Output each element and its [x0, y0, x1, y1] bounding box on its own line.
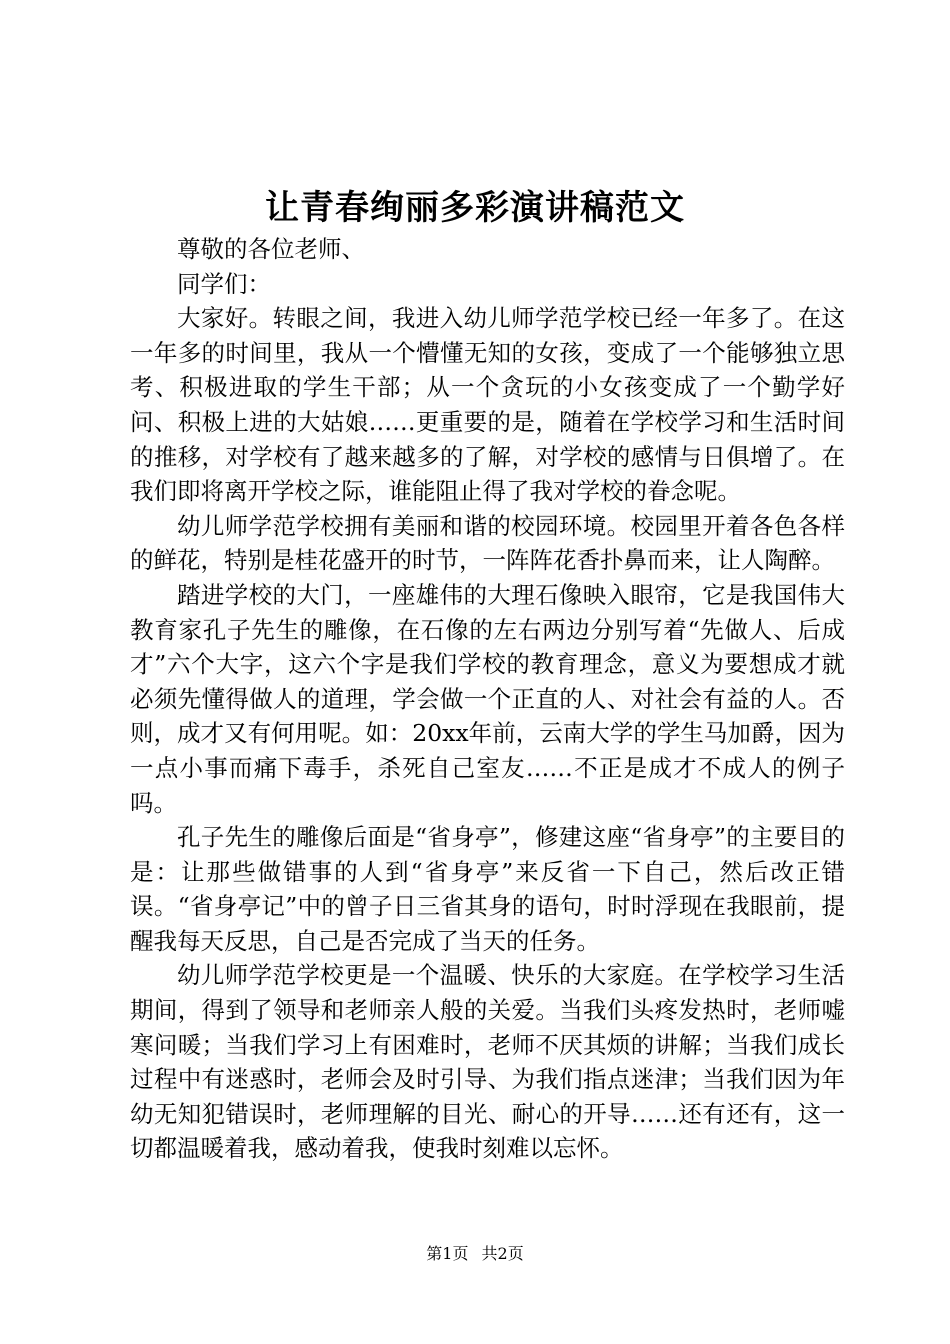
paragraph: 幼儿师学范学校更是一个温暖、快乐的大家庭。在学校学习生活期间，得到了领导和老师亲人般的关爱。当我们头疼发热时，老师嘘寒问暖；当我们学习上有困难时，老师不厌其烦的讲解；当我们成长过程中有迷惑时，老师会及时引导、为我们指点迷津；当我们因为年幼无知犯错误时，老师理解的目光、耐心的开导……还有还有，这一切都温暖着我，感动着我，使我时刻难以忘怀。 [130, 961, 845, 1163]
paragraph: 孔子先生的雕像后面是“省身亭”，修建这座“省身亭”的主要目的是：让那些做错事的人到“省身亭”来反省一下自己，然后改正错误。“省身亭记”中的曾子日三省其身的语句，时时浮现在我眼前，提醒我每天反思，自己是否完成了当天的任务。 [130, 823, 845, 955]
page-number-current: 第1页 [426, 1244, 469, 1263]
document-body [130, 232, 845, 1166]
paragraph: 幼儿师学范学校拥有美丽和谐的校园环境。校园里开着各色各样的鲜花，特别是桂花盛开的时节，一阵阵花香扑鼻而来，让人陶醉。 [130, 511, 845, 575]
salutation-line-1: 尊敬的各位老师、 [177, 235, 365, 263]
paragraph: 踏进学校的大门，一座雄伟的大理石像映入眼帘，它是我国伟大教育家孔子先生的雕像，在石像的左右两边分别写着“先做人、后成才”六个大字，这六个字是我们学校的教育理念，意义为要想成才就必须先懂得做人的道理，学会做一个正直的人、对社会有益的人。否则，成才又有何用呢。如：20xx年前，云南大学的学生马加爵，因为一点小事而痛下毒手，杀死自己室友……不正是成才不成人的例子吗。 [130, 580, 845, 817]
page-footer [0, 1242, 950, 1266]
paragraph: 大家好。转眼之间，我进入幼儿师学范学校已经一年多了。在这一年多的时间里，我从一个懵懂无知的女孩，变成了一个能够独立思考、积极进取的学生干部；从一个贪玩的小女孩变成了一个勤学好问、积极上进的大姑娘……更重要的是，随着在学校学习和生活时间的推移，对学校有了越来越多的了解，对学校的感情与日俱增了。在我们即将离开学校之际，谁能阻止得了我对学校的眷念呢。 [130, 304, 845, 506]
document-title: 让青春绚丽多彩演讲稿范文 [265, 188, 685, 228]
page-number-total: 共2页 [481, 1244, 524, 1263]
salutation-line-2: 同学们： [177, 269, 271, 298]
